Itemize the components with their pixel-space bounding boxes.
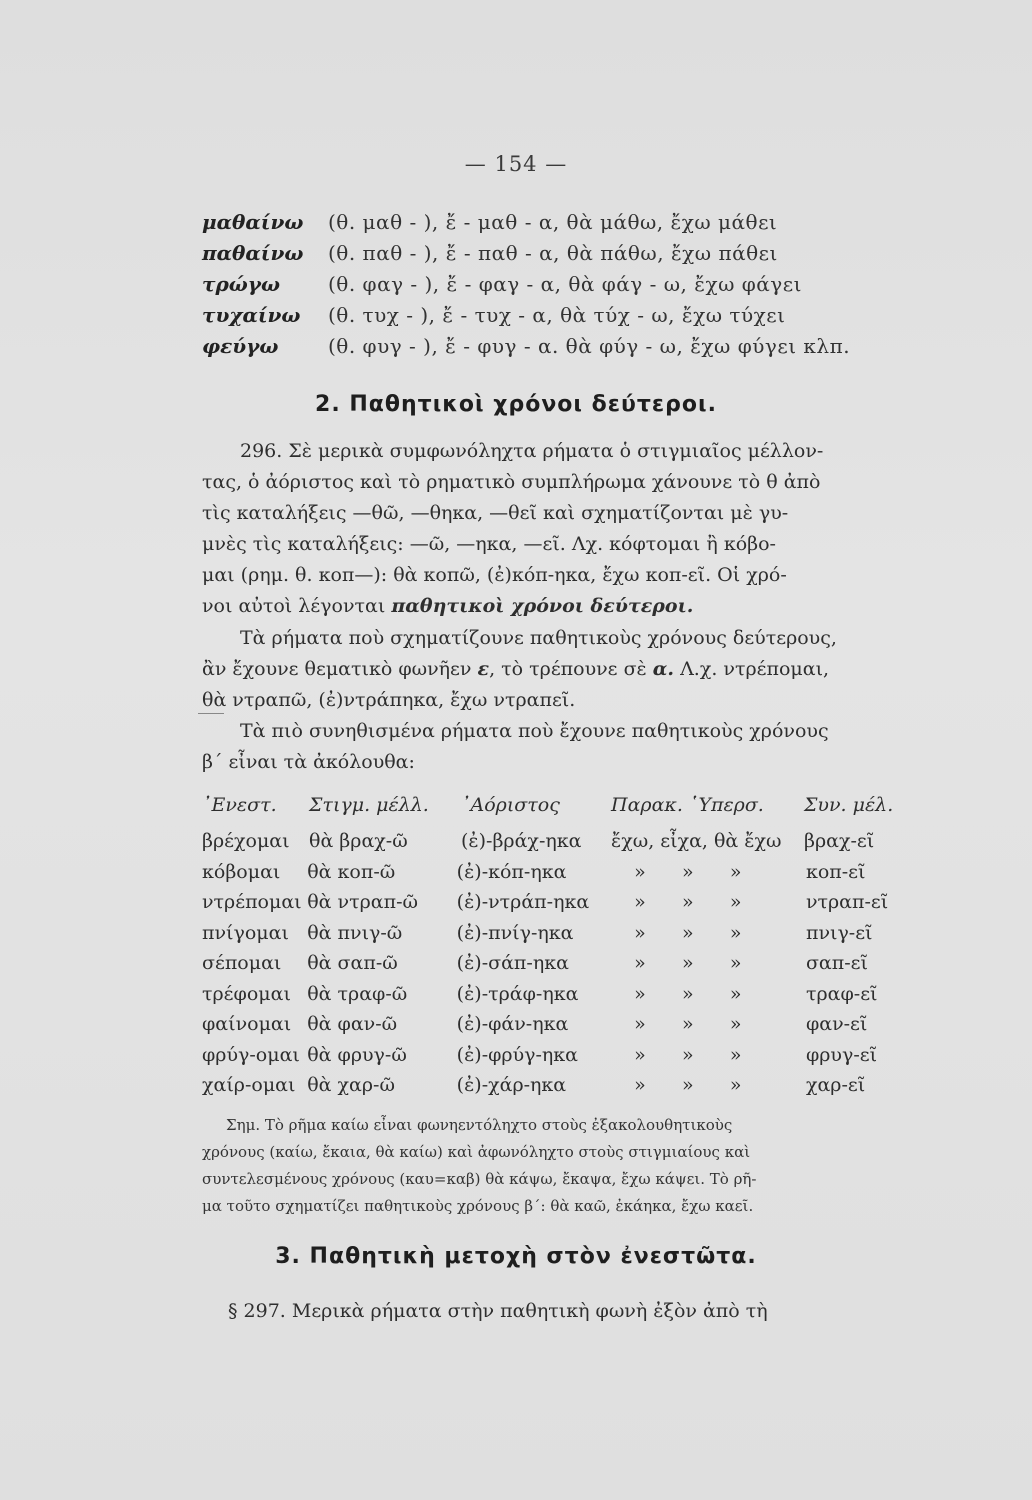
cell: σαπ-εῖ <box>805 952 868 974</box>
verb-name: τρώγω <box>202 272 281 296</box>
text-line: Τὰ ρήματα ποὺ σχηματίζουνε παθητικοὺς χρόνους δεύτερους, <box>240 627 837 649</box>
cell: ντραπ-εῖ <box>805 891 889 913</box>
text-line: § 297. Μερικὰ ρήματα στὴν παθητικὴ φωνὴ ἐξὸν ἀπὸ τὴ <box>228 1300 768 1322</box>
section-heading-2: 2. Παθητικοὶ χρόνοι δεύτεροι. <box>315 392 717 417</box>
margin-rule <box>198 713 224 714</box>
verb-name: τυχαίνω <box>202 303 301 327</box>
cell: φαίνομαι <box>202 1013 292 1035</box>
cell: θὰ πνιγ-ῶ <box>307 921 403 944</box>
verb-forms: (θ. φαγ - ), ἔ - φαγ - α, θὰ φάγ - ω, ἔχω φάγει <box>328 272 802 296</box>
header-future-perfect: Συν. μέλ. <box>804 794 894 816</box>
paragraph-297 <box>202 1296 920 1327</box>
footnote <box>202 1112 920 1220</box>
text-line <box>202 591 920 622</box>
text-line: 296. Σὲ μερικὰ συμφωνόληχτα ρήματα ὁ στιγμιαῖος μέλλον- <box>240 440 824 462</box>
verb-list <box>202 210 850 365</box>
verb-row <box>202 334 850 365</box>
cell: » » » <box>634 1074 742 1096</box>
verb-table <box>202 794 920 1105</box>
text-line: θὰ ντραπῶ, (ἐ)ντράπηκα, ἔχω ντραπεῖ. <box>202 689 576 711</box>
header-aorist: ᾿Αόριστος <box>461 794 560 816</box>
paragraph-vowel-change <box>202 623 920 716</box>
cell: κοπ-εῖ <box>805 860 866 883</box>
cell: (ἐ)-κόπ-ηκα <box>456 860 567 883</box>
cell: σέπομαι <box>202 952 282 974</box>
verb-row <box>202 272 850 303</box>
cell: ντρέπομαι <box>202 891 302 913</box>
note-line: μα τοῦτο σχηματίζει παθητικοὺς χρόνους β΄: θὰ καῶ, ἐκάηκα, ἔχω καεῖ. <box>202 1197 754 1215</box>
text-span: , τὸ τρέπουνε σὲ <box>489 658 653 680</box>
cell: πνίγομαι <box>202 921 289 944</box>
cell: » » » <box>634 1043 742 1066</box>
cell: φρυγ-εῖ <box>805 1043 878 1066</box>
verb-row <box>202 241 850 272</box>
text-line: τας, ὁ ἀόριστος καὶ τὸ ρηματικὸ συμπλήρωμα χάνουνε τὸ θ ἀπὸ <box>202 471 821 493</box>
cell: θὰ βραχ-ῶ <box>309 830 408 852</box>
paragraph-296 <box>202 436 920 622</box>
table-row <box>202 952 920 983</box>
table-row <box>202 1074 920 1105</box>
cell: βραχ-εῖ <box>804 830 875 852</box>
cell: » » » <box>634 952 742 974</box>
cell: θὰ ντραπ-ῶ <box>307 891 418 913</box>
cell: φρύγ-ομαι <box>202 1043 300 1066</box>
cell: (ἐ)-ντράπ-ηκα <box>456 891 590 913</box>
cell: (ἐ)-βράχ-ηκα <box>461 830 582 852</box>
cell: πνιγ-εῖ <box>805 921 873 944</box>
cell: θὰ σαπ-ῶ <box>307 952 398 974</box>
verb-name: μαθαίνω <box>202 210 304 234</box>
cell: » » » <box>634 921 742 944</box>
cell: (ἐ)-σάπ-ηκα <box>456 952 569 974</box>
cell: » » » <box>634 1013 742 1035</box>
cell: τρέφομαι <box>202 982 291 1005</box>
header-perfect: Παρακ. ῾Υπερσ. <box>611 794 764 816</box>
cell: κόβομαι <box>202 860 281 883</box>
verb-forms: (θ. μαθ - ), ἔ - μαθ - α, θὰ μάθω, ἔχω μάθει <box>328 210 778 234</box>
cell: (ἐ)-τράφ-ηκα <box>456 982 579 1005</box>
cell: » » » <box>634 982 742 1005</box>
cell: θὰ φρυγ-ῶ <box>307 1043 407 1066</box>
cell: χαίρ-ομαι <box>202 1074 296 1096</box>
table-row <box>202 891 920 922</box>
verb-forms: (θ. παθ - ), ἔ - παθ - α, θὰ πάθω, ἔχω πάθει <box>328 241 778 265</box>
cell: βρέχομαι <box>202 830 290 852</box>
verb-forms: (θ. τυχ - ), ἔ - τυχ - α, θὰ τύχ - ω, ἔχω τύχει <box>328 303 786 327</box>
verb-row <box>202 210 850 241</box>
cell: φαν-εῖ <box>805 1013 868 1035</box>
text-line: μνὲς τὶς καταλήξεις: —ῶ, —ηκα, —εῖ. Λχ. κόφτομαι ἢ κόβο- <box>202 533 776 555</box>
paragraph-common-verbs <box>202 716 920 778</box>
cell: θὰ τραφ-ῶ <box>307 982 408 1005</box>
table-row <box>202 983 920 1014</box>
table-row <box>202 861 920 892</box>
text-line: Τὰ πιὸ συνηθισμένα ρήματα ποὺ ἔχουνε παθητικοὺς χρόνους <box>240 720 829 742</box>
table-row <box>202 922 920 953</box>
table-row <box>202 1044 920 1075</box>
cell: (ἐ)-χάρ-ηκα <box>456 1074 567 1096</box>
table-header <box>202 794 920 830</box>
cell: (ἐ)-φάν-ηκα <box>456 1013 569 1035</box>
cell: θὰ κοπ-ῶ <box>307 860 396 883</box>
verb-name: φεύγω <box>202 334 279 358</box>
header-present: ᾿Ενεστ. <box>202 794 277 816</box>
verb-forms: (θ. φυγ - ), ἔ - φυγ - α. θὰ φύγ - ω, ἔχω φύγει κλπ. <box>328 334 851 358</box>
cell: θὰ χαρ-ῶ <box>307 1074 395 1096</box>
verb-name: παθαίνω <box>202 241 304 265</box>
table-row <box>202 1013 920 1044</box>
cell: (ἐ)-πνίγ-ηκα <box>456 921 574 944</box>
cell: » » » <box>634 891 742 913</box>
text-span: Λ.χ. ντρέπομαι, <box>674 658 830 680</box>
cell: θὰ φαν-ῶ <box>307 1013 398 1035</box>
note-line: χρόνους (καίω, ἔκαια, θὰ καίω) καὶ ἀφωνόληχτο στοὺς στιγμιαίους καὶ <box>202 1143 751 1161</box>
table-row <box>202 830 920 861</box>
text-span: ἂν ἔχουνε θεματικὸ φωνῆεν <box>202 658 478 680</box>
vowel-emphasis: α. <box>652 658 675 680</box>
header-future: Στιγμ. μέλλ. <box>309 794 429 816</box>
note-line: Σημ. Τὸ ρῆμα καίω εἶναι φωνηεντόληχτο στοὺς ἐξακολουθητικοὺς <box>226 1116 733 1134</box>
text-span: νοι αὐτοὶ λέγονται <box>202 595 392 617</box>
text-line: μαι (ρημ. θ. κοπ—): θὰ κοπῶ, (ἐ)κόπ-ηκα, ἔχω κοπ-εῖ. Οἱ χρό- <box>202 564 787 586</box>
cell: ἔχω, εἶχα, θὰ ἔχω <box>611 830 782 852</box>
cell: (ἐ)-φρύγ-ηκα <box>456 1043 579 1066</box>
term-emphasis: παθητικοὶ χρόνοι δεύτεροι. <box>391 595 694 617</box>
cell: χαρ-εῖ <box>805 1074 866 1096</box>
vowel-emphasis: ε <box>477 658 490 680</box>
verb-row <box>202 303 850 334</box>
text-line: τὶς καταλήξεις —θῶ, —θηκα, —θεῖ καὶ σχηματίζονται μὲ γυ- <box>202 502 789 524</box>
section-heading-3: 3. Παθητικὴ μετοχὴ στὸν ἐνεστῶτα. <box>275 1244 757 1269</box>
cell: » » » <box>634 860 742 883</box>
page-number: — 154 — <box>464 152 568 176</box>
cell: τραφ-εῖ <box>805 982 878 1005</box>
text-line: β΄ εἶναι τὰ ἀκόλουθα: <box>202 751 415 773</box>
note-line: συντελεσμένους χρόνους (καυ=καβ) θὰ κάψω, ἔκαψα, ἔχω κάψει. Τὸ ρῆ- <box>202 1170 757 1188</box>
text-line <box>202 654 920 685</box>
